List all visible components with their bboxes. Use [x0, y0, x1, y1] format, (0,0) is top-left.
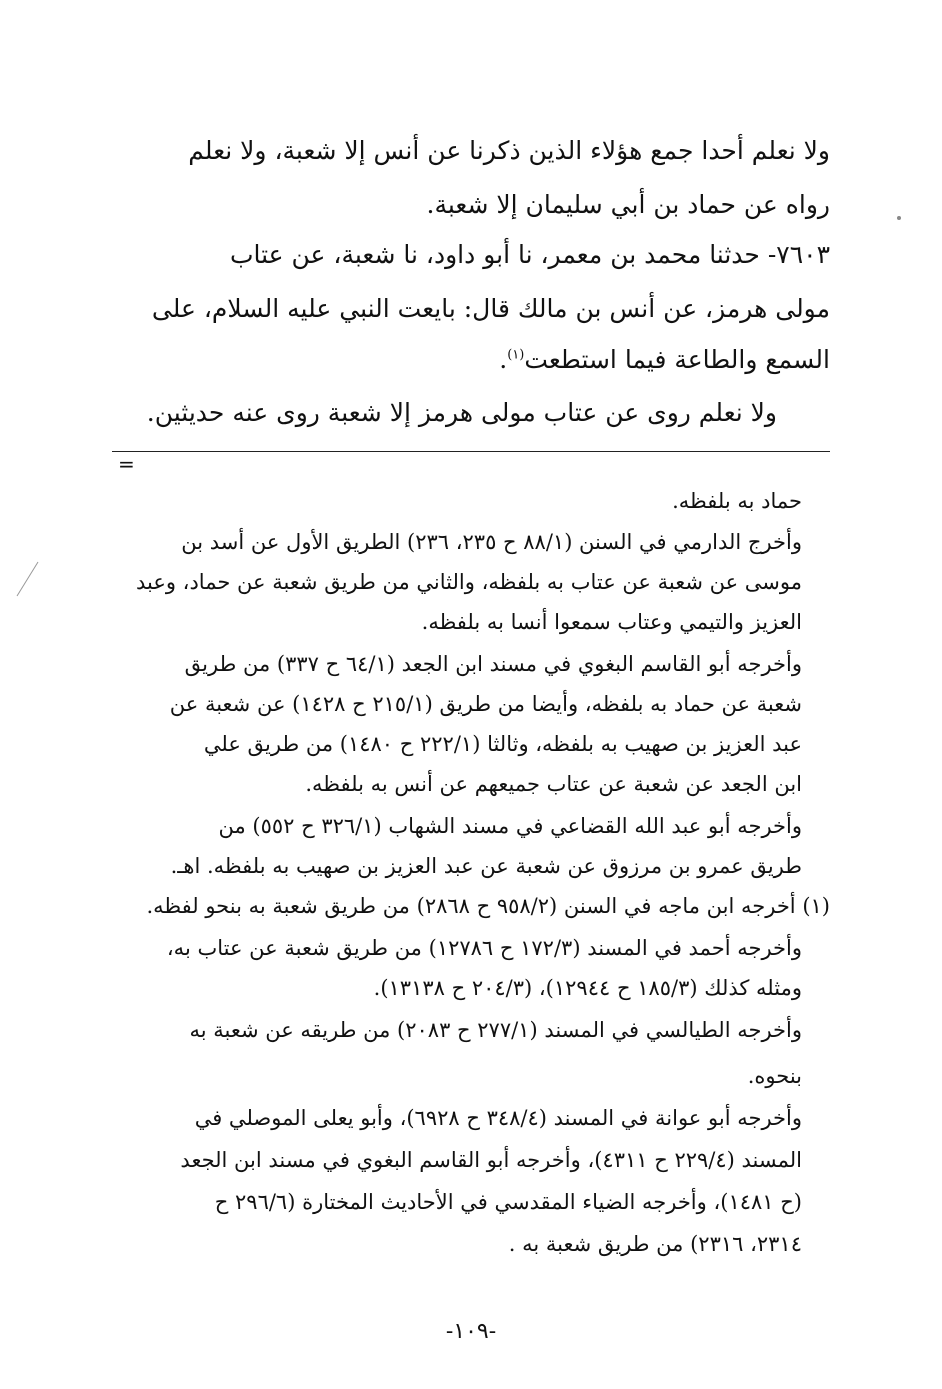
continued-marker: =	[118, 452, 135, 476]
footnote-line: وأخرجه أبو القاسم البغوي في مسند ابن الجعد (٦٤/١ ح ٣٣٧) من طريق	[184, 652, 802, 676]
main-text-line: ولا نعلم روى عن عتاب مولى هرمز إلا شعبة روى عنه حديثين.	[146, 398, 777, 427]
page-number: -١٠٩-	[445, 1319, 497, 1344]
footnote-line: المسند (٢٢٩/٤ ح ٤٣١١)، وأخرجه أبو القاسم البغوي في مسند ابن الجعد	[180, 1148, 802, 1172]
footnote-line: حماد به بلفظه.	[672, 489, 802, 513]
scan-margin-mark	[14, 560, 40, 600]
scan-speck	[895, 214, 903, 222]
footnote-line: طريق عمرو بن مرزوق عن شعبة عن عبد العزيز بن صهيب به بلفظه. اهـ.	[170, 854, 802, 878]
footnote-line: ٢٣١٤، ٢٣١٦) من طريق شعبة به .	[508, 1232, 802, 1256]
footnote-line: وأخرجه الطيالسي في المسند (٢٧٧/١ ح ٢٠٨٣) من طريقه عن شعبة به	[189, 1018, 802, 1042]
sentence-end: .	[499, 345, 508, 374]
main-text-line: رواه عن حماد بن أبي سليمان إلا شعبة.	[426, 190, 830, 219]
hadith-number-line: ٧٦٠٣- حدثنا محمد بن معمر، نا أبو داود، نا شعبة، عن عتاب	[229, 240, 830, 269]
footnote-line: (ح ١٤٨١)، وأخرجه الضياء المقدسي في الأحاديث المختارة (٢٩٦/٦ ح	[214, 1190, 802, 1214]
footnote-line: العزيز والتيمي وعتاب سمعوا أنسا به بلفظه.	[421, 610, 802, 634]
main-text-segment: السمع والطاعة فيما استطعت	[524, 345, 830, 374]
footnote-separator	[112, 451, 830, 452]
main-text-line: مولى هرمز، عن أنس بن مالك قال: بايعت النبي عليه السلام، على	[151, 294, 830, 323]
footnote-line: وأخرجه أبو عبد الله القضاعي في مسند الشهاب (٣٢٦/١ ح ٥٥٢) من	[218, 814, 802, 838]
footnote-line: عبد العزيز بن صهيب به بلفظه، وثالثا (٢٢٢/١ ح ١٤٨٠) من طريق علي	[203, 732, 802, 756]
footnote-line: وأخرج الدارمي في السنن (٨٨/١ ح ٢٣٥، ٢٣٦) الطريق الأول عن أسد بن	[181, 530, 802, 554]
footnote-line: بنحوه.	[747, 1064, 802, 1088]
main-text-line: ولا نعلم أحدا جمع هؤلاء الذين ذكرنا عن أنس إلا شعبة، ولا نعلم	[188, 136, 830, 165]
footnote-line: موسى عن شعبة عن عتاب به بلفظه، والثاني من طريق شعبة عن حماد، وعبد	[135, 570, 802, 594]
footnote-line: ومثله كذلك (١٨٥/٣ ح ١٢٩٤٤)، (٢٠٤/٣ ح ١٣١٣٨).	[373, 976, 802, 1000]
footnote-line: وأخرجه أبو عوانة في المسند (٣٤٨/٤ ح ٦٩٢٨)، وأبو يعلى الموصلي في	[194, 1106, 802, 1130]
footnote-reference: (١)	[507, 347, 525, 363]
footnote-line: وأخرجه أحمد في المسند (١٧٢/٣ ح ١٢٧٨٦) من طريق شعبة عن عتاب به،	[166, 936, 802, 960]
footnote-line: شعبة عن حماد به بلفظه، وأيضا من طريق (٢١٥/١ ح ١٤٢٨) عن شعبة عن	[169, 692, 802, 716]
footnote-1-start: (١) أخرجه ابن ماجه في السنن (٩٥٨/٢ ح ٢٨٦٨) من طريق شعبة به بنحو لفظه.	[146, 894, 830, 918]
main-text-line	[499, 345, 830, 375]
footnote-line: ابن الجعد عن شعبة عن عتاب جميعهم عن أنس به بلفظه.	[305, 772, 802, 796]
